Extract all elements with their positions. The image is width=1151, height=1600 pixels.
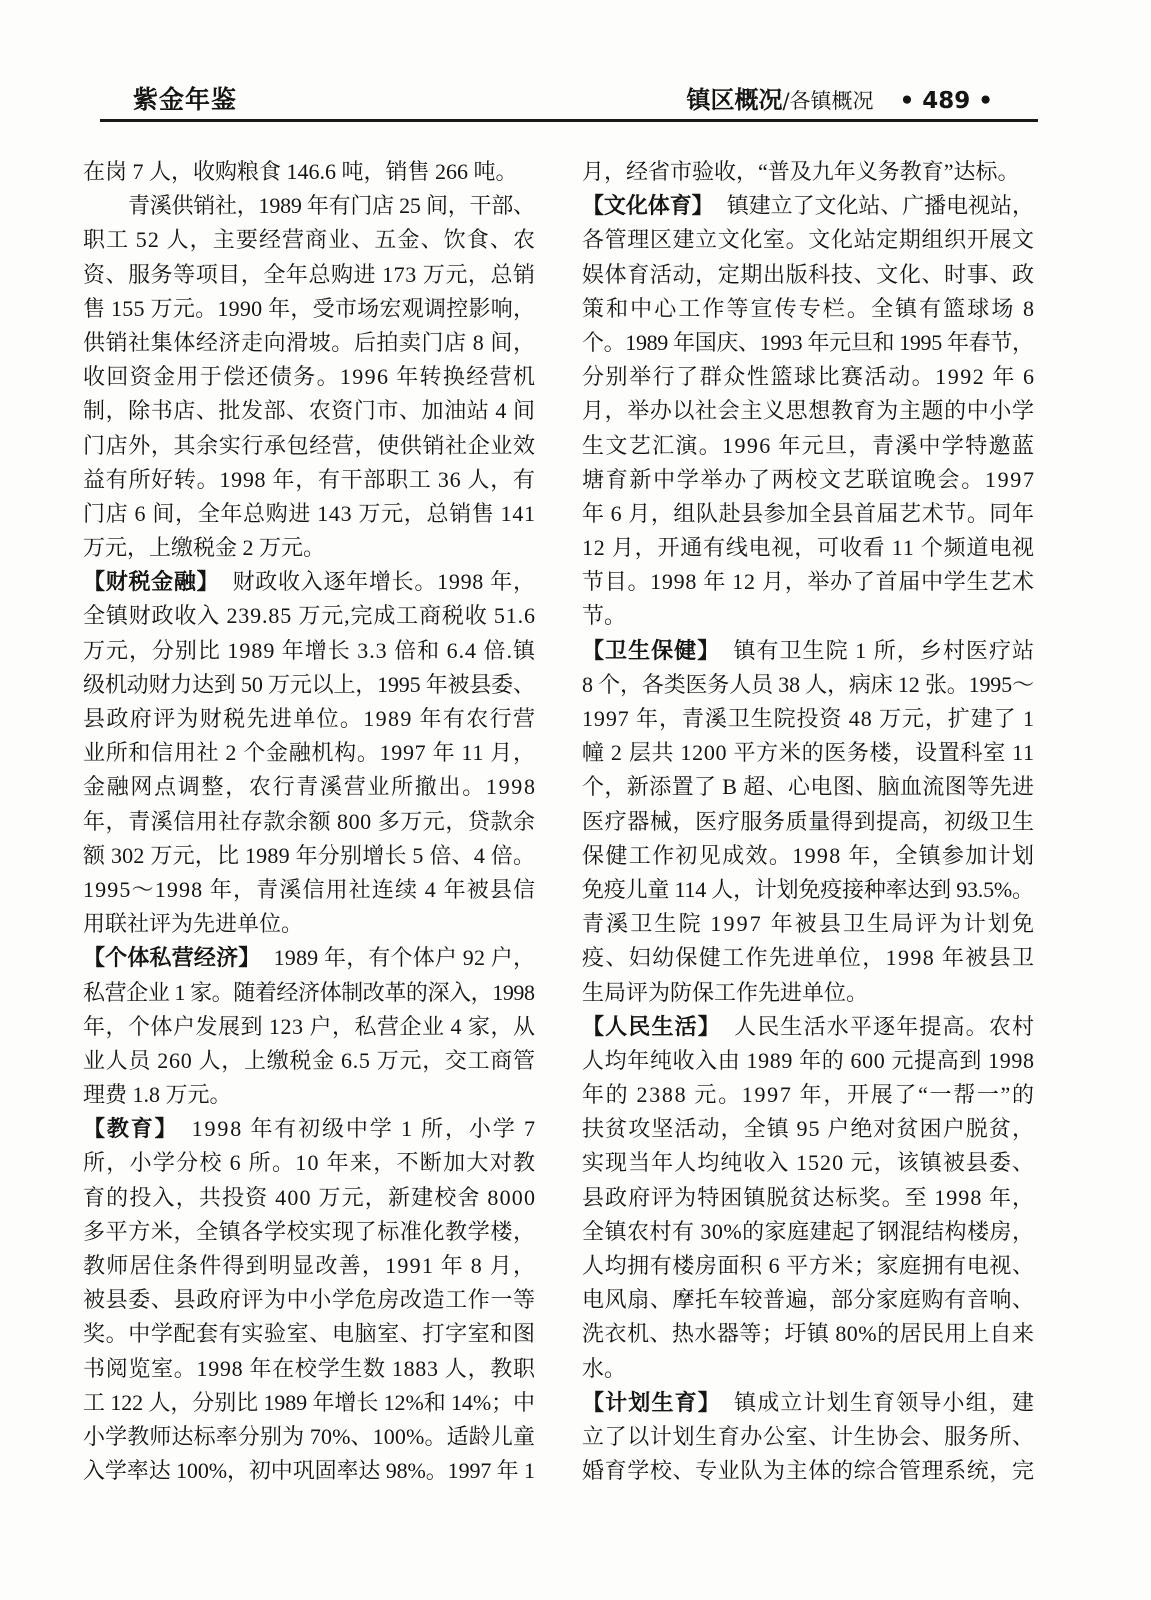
line-text: 私营企业 1 家。随着经济体制改革的深入，1998 <box>83 979 535 1005</box>
line-text: 被县委、县政府评为中小学危房改造工作一等 <box>83 1287 536 1313</box>
line-content <box>83 805 536 839</box>
line-text: 立了以计划生育办公室、计生协会、服务所、 <box>582 1423 1035 1449</box>
line-content <box>582 429 1035 463</box>
line-content <box>582 565 1035 599</box>
line-text: 理费 1.8 万元。 <box>83 1082 232 1108</box>
text-line <box>582 736 1034 770</box>
line-text: 工 122 人，分别比 1989 年增长 12%和 14%；中 <box>83 1389 535 1415</box>
text-line <box>582 429 1034 463</box>
line-content <box>83 258 536 292</box>
line-content <box>582 1454 1035 1488</box>
line-content <box>582 1249 1035 1283</box>
line-content <box>83 668 535 702</box>
text-line <box>582 1386 1034 1420</box>
line-content <box>83 1317 536 1351</box>
text-line <box>83 326 535 360</box>
text-line <box>582 873 1034 907</box>
line-content <box>582 497 1035 531</box>
line-content <box>83 531 325 565</box>
line-content <box>83 1078 232 1112</box>
line-content <box>582 599 626 633</box>
line-text: 书阅览室。1998 年在校学生数 1883 人，教职 <box>83 1355 536 1381</box>
text-line <box>582 907 1037 941</box>
text-line <box>83 497 535 531</box>
line-text: 镇有卫生院 1 所，乡村医疗站 <box>733 637 1036 663</box>
text-line <box>582 258 1034 292</box>
line-content <box>582 805 1035 839</box>
line-content <box>83 1010 536 1044</box>
line-text: 扶贫攻坚活动，全镇 95 户绝对贫困户脱贫， <box>582 1116 1036 1142</box>
line-content <box>83 907 303 941</box>
line-text: 用联社评为先进单位。 <box>83 911 304 937</box>
section-heading: 【个体私营经济】 <box>83 946 261 972</box>
line-content <box>582 223 1035 257</box>
line-content <box>582 1215 1034 1249</box>
line-content <box>83 976 535 1010</box>
section-title: 镇区概况 <box>686 86 783 114</box>
line-text: 年 6 月，组队赴县参加全县首届艺术节。同年 <box>582 500 1035 526</box>
line-text: 入学率达 100%，初中巩固率达 98%。1997 年 1 <box>83 1458 535 1484</box>
line-text: 个。1989 年国庆、1993 年元旦和 1995 年春节， <box>582 329 1034 355</box>
line-content <box>128 189 535 223</box>
line-content <box>83 497 536 531</box>
text-line <box>582 1420 1034 1454</box>
text-line <box>83 839 535 873</box>
line-text: 月，举办以社会主义思想教育为主题的中小学 <box>582 398 1035 424</box>
line-content <box>83 1146 536 1180</box>
line-content <box>582 1352 626 1386</box>
line-text: 人均拥有楼房面积 6 平方米；家庭拥有电视、 <box>582 1253 1035 1278</box>
line-text: 门店外，其余实行承包经营，使供销社企业效 <box>83 432 536 458</box>
line-text: 电风扇、摩托车较普遍，部分家庭购有音响、 <box>582 1287 1035 1313</box>
line-content <box>582 976 868 1010</box>
line-content <box>83 702 536 736</box>
line-text: 婚育学校、专业队为主体的综合管理系统，完 <box>582 1458 1035 1484</box>
line-content <box>582 907 1036 941</box>
line-content <box>83 1249 536 1283</box>
line-content <box>83 429 536 463</box>
text-line <box>582 1215 1034 1249</box>
line-text: 收回资金用于偿还债务。1996 年转换经营机 <box>83 364 537 390</box>
text-line <box>582 770 1034 804</box>
line-text: 年，个体户发展到 123 户，私营企业 4 家，从 <box>83 1013 536 1039</box>
subsection-title: /各镇概况 <box>782 89 874 113</box>
line-content <box>83 873 536 907</box>
running-header <box>686 85 993 116</box>
text-line <box>83 189 535 223</box>
line-text: 门店 6 间，全年总购进 143 万元，总销售 141 <box>83 500 536 526</box>
line-text: 人均年纯收入由 1989 年的 600 元提高到 1998 <box>582 1047 1035 1073</box>
text-line <box>582 497 1034 531</box>
line-text: 12 月，开通有线电视，可收看 11 个频道电视 <box>582 535 1035 561</box>
text-line <box>83 1386 535 1420</box>
line-text: 县政府评为财税先进单位。1989 年有农行营 <box>83 706 537 731</box>
line-content <box>582 1112 1035 1146</box>
text-line <box>83 1283 535 1317</box>
text-line <box>83 1010 535 1044</box>
line-text: 在岗 7 人，收购粮食 146.6 吨，销售 266 吨。 <box>83 159 518 184</box>
text-line <box>83 223 535 257</box>
section-paragraph <box>582 1386 1034 1489</box>
line-content <box>83 1044 536 1078</box>
line-content <box>83 1181 536 1215</box>
line-content <box>582 1078 1036 1112</box>
section-paragraph <box>582 1010 1034 1386</box>
line-text: 小学教师达标率分别为 70%、100%。适龄儿童 <box>83 1423 536 1449</box>
line-content <box>83 770 537 804</box>
text-line <box>83 941 535 975</box>
text-line <box>582 292 1037 326</box>
line-text: 镇成立计划生育领导小组，建 <box>734 1389 1036 1415</box>
text-line <box>83 1317 535 1351</box>
text-line <box>582 1112 1034 1146</box>
line-content <box>83 292 535 326</box>
line-content <box>582 1420 1035 1454</box>
line-text: 1995～1998 年，青溪信用社连续 4 年被县信 <box>83 876 537 902</box>
left-column <box>83 155 535 1488</box>
line-content <box>582 736 1035 770</box>
line-text: 幢 2 层共 1200 平方米的医务楼，设置科室 11 <box>582 740 1035 766</box>
text-line <box>83 258 535 292</box>
paragraph <box>83 155 535 189</box>
line-content <box>582 634 1035 669</box>
line-text: 万元，分别比 1989 年增长 3.3 倍和 6.4 倍.镇 <box>83 637 536 663</box>
text-line <box>83 1044 535 1078</box>
page-number: • 489 • <box>899 88 993 114</box>
line-content <box>83 599 536 633</box>
line-text: 所，小学分校 6 所。10 年来，不断加大对教 <box>83 1150 537 1176</box>
section-heading: 【人民生活】 <box>582 1014 721 1040</box>
line-content <box>83 1112 537 1147</box>
text-line <box>83 292 535 326</box>
line-content <box>582 326 1034 360</box>
text-line <box>83 907 535 941</box>
line-text: 节目。1998 年 12 月，举办了首届中学生艺术 <box>582 569 1035 595</box>
text-line <box>582 1317 1034 1351</box>
paragraph <box>83 189 535 565</box>
text-line <box>83 599 535 633</box>
line-content <box>83 565 536 600</box>
section-paragraph <box>582 634 1037 1010</box>
line-text: 1998 年有初级中学 1 所，小学 7 <box>191 1116 537 1142</box>
line-text: 保健工作初见成效。1998 年，全镇参加计划 <box>582 842 1036 868</box>
line-text: 1997 年，青溪卫生院投资 48 万元，扩建了 1 <box>582 706 1035 731</box>
line-content <box>83 1215 536 1249</box>
text-line <box>582 1044 1034 1078</box>
text-line <box>582 360 1034 394</box>
text-line <box>582 1146 1034 1180</box>
line-content <box>83 941 535 976</box>
text-line <box>582 668 1034 702</box>
text-line <box>582 463 1034 497</box>
text-line <box>83 429 535 463</box>
text-line <box>83 1146 535 1180</box>
line-content <box>582 1181 1035 1215</box>
line-text: 奖。中学配套有实验室、电脑室、打字室和图 <box>83 1321 536 1347</box>
line-text: 免疫儿童 114 人，计划免疫接种率达到 93.5%。 <box>582 876 1034 902</box>
line-text: 生文艺汇演。1996 年元旦，青溪中学特邀蓝 <box>582 432 1036 458</box>
line-content <box>582 360 1036 394</box>
text-line <box>582 1249 1034 1283</box>
line-content <box>582 1386 1035 1421</box>
text-line <box>83 668 535 702</box>
section-paragraph <box>83 941 535 1112</box>
book-title: 紫金年鉴 <box>133 85 238 114</box>
line-text: 节。 <box>582 603 627 629</box>
line-text: 年的 2388 元。1997 年，开展了“一帮一”的 <box>582 1082 1036 1108</box>
line-text: 年，青溪信用社存款余额 800 多万元，贷款余 <box>83 808 536 834</box>
section-paragraph <box>582 189 1037 633</box>
line-text: 制，除书店、批发部、农资门市、加油站 4 间 <box>83 398 536 424</box>
section-heading: 【卫生保健】 <box>582 638 721 664</box>
section-paragraph <box>83 565 535 941</box>
line-text: 业所和信用社 2 个金融机构。1997 年 11 月， <box>83 740 536 766</box>
text-line <box>582 702 1034 736</box>
text-line <box>582 223 1034 257</box>
line-text: 1989 年，有个体户 92 户， <box>273 945 536 971</box>
line-content <box>582 1317 1034 1351</box>
text-line <box>582 634 1034 668</box>
text-line <box>83 805 535 839</box>
line-content <box>582 189 1034 224</box>
line-content <box>582 839 1035 873</box>
line-text: 级机动财力达到 50 万元以上，1995 年被县委、 <box>83 671 535 697</box>
text-line <box>83 702 535 736</box>
line-content <box>582 292 1036 326</box>
text-line <box>582 1352 1034 1386</box>
line-content <box>582 873 1034 907</box>
text-line <box>83 565 535 599</box>
text-line <box>83 770 535 804</box>
line-text: 教师居住条件得到明显改善，1991 年 8 月， <box>83 1253 537 1278</box>
line-text: 策和中心工作等宣传专栏。全镇有篮球场 8 <box>582 295 1037 321</box>
text-line <box>582 326 1034 360</box>
line-text: 资、服务等项目，全年总购进 173 万元，总销 <box>83 261 536 287</box>
line-content <box>582 770 1034 804</box>
line-text: 多平方米，全镇各学校实现了标准化教学楼， <box>83 1218 536 1244</box>
text-line <box>83 463 535 497</box>
line-content <box>83 1386 535 1420</box>
line-content <box>582 463 1036 497</box>
line-text: 个，新添置了 B 超、心电图、脑血流图等先进 <box>582 774 1035 800</box>
line-text: 医疗器械，医疗服务质量得到提高，初级卫生 <box>582 808 1035 834</box>
line-content <box>582 531 1035 565</box>
text-line <box>83 1249 535 1283</box>
text-line <box>582 189 1034 223</box>
line-content <box>83 360 536 394</box>
line-text: 职工 52 人，主要经营商业、五金、饮食、农 <box>83 227 537 253</box>
text-line <box>83 1078 535 1112</box>
text-line <box>582 155 1034 189</box>
text-line <box>582 1010 1034 1044</box>
paragraph <box>582 155 1034 189</box>
line-text: 青溪供销社，1989 年有门店 25 间，干部、 <box>128 193 535 219</box>
text-line <box>582 599 1034 633</box>
text-line <box>83 736 535 770</box>
line-text: 各管理区建立文化室。文化站定期组织开展文 <box>582 227 1035 253</box>
right-column <box>582 155 1037 1488</box>
line-content <box>582 155 1020 189</box>
line-text: 月，经省市验收，“普及九年义务教育”达标。 <box>582 159 1020 184</box>
line-text: 娱体育活动，定期出版科技、文化、时事、政 <box>582 261 1035 287</box>
line-content <box>582 1044 1035 1078</box>
text-line <box>582 1454 1034 1488</box>
text-line <box>582 1078 1034 1112</box>
text-line <box>83 1215 535 1249</box>
line-text: 全镇农村有 30%的家庭建起了钢混结构楼房， <box>582 1218 1035 1244</box>
text-line <box>83 1420 535 1454</box>
line-content <box>582 702 1035 736</box>
line-content <box>582 941 1035 975</box>
line-text: 疫、妇幼保健工作先进单位，1998 年被县卫 <box>582 945 1036 971</box>
line-content <box>83 326 536 360</box>
text-line <box>582 394 1034 428</box>
line-content <box>582 394 1035 428</box>
line-text: 人民生活水平逐年提高。农村 <box>734 1013 1036 1039</box>
header-rule <box>100 119 1038 122</box>
line-text: 生局评为防保工作先进单位。 <box>582 979 869 1005</box>
text-line <box>582 565 1034 599</box>
text-line <box>582 805 1034 839</box>
line-content <box>83 463 536 497</box>
line-text: 塘育新中学举办了两校文艺联谊晚会。1997 <box>582 466 1036 492</box>
line-text: 洗衣机、热水器等；圩镇 80%的居民用上自来 <box>582 1321 1035 1347</box>
text-line <box>83 976 535 1010</box>
section-heading: 【计划生育】 <box>582 1390 721 1416</box>
line-text: 育的投入，共投资 400 万元，新建校舍 8000 <box>83 1184 537 1210</box>
line-content <box>83 634 536 668</box>
line-content <box>582 668 1034 702</box>
text-line <box>83 1454 535 1488</box>
line-content <box>582 258 1035 292</box>
text-line <box>582 1283 1034 1317</box>
line-content <box>582 1283 1035 1317</box>
line-content <box>83 1454 535 1488</box>
line-content <box>83 839 535 873</box>
line-content <box>83 155 518 189</box>
line-text: 镇建立了文化站、广播电视站， <box>726 193 1034 219</box>
section-heading: 【财税金融】 <box>83 570 220 596</box>
line-text: 业人员 260 人，上缴税金 6.5 万元，交工商管 <box>83 1047 536 1073</box>
line-text: 全镇财政收入 239.85 万元,完成工商税收 51.6 <box>83 603 536 629</box>
line-text: 金融网点调整，农行青溪营业所撤出。1998 <box>83 774 537 800</box>
line-text: 8 个，各类医务人员 38 人，病床 12 张。1995～ <box>582 671 1034 697</box>
text-line <box>83 360 535 394</box>
line-text: 实现当年人均纯收入 1520 元，该镇被县委、 <box>582 1150 1036 1176</box>
text-line <box>83 634 535 668</box>
text-line <box>83 1352 535 1386</box>
line-text: 万元，上缴税金 2 万元。 <box>83 535 326 561</box>
text-line <box>83 873 535 907</box>
text-line <box>582 976 1034 1010</box>
line-text: 青溪卫生院 1997 年被县卫生局评为计划免 <box>582 911 1037 937</box>
line-content <box>83 1283 536 1317</box>
text-line <box>83 1181 535 1215</box>
text-line <box>582 941 1034 975</box>
line-text: 分别举行了群众性篮球比赛活动。1992 年 6 <box>582 364 1036 390</box>
section-heading: 【教育】 <box>83 1117 179 1143</box>
line-content <box>83 1352 536 1386</box>
text-line <box>582 531 1034 565</box>
text-line <box>83 394 535 428</box>
line-content <box>83 223 536 257</box>
line-text: 益有所好转。1998 年，有干部职工 36 人，有 <box>83 466 536 492</box>
line-text: 县政府评为特困镇脱贫达标奖。至 1998 年， <box>582 1184 1036 1210</box>
section-heading: 【文化体育】 <box>582 194 714 220</box>
line-content <box>582 1010 1035 1045</box>
line-text: 财政收入逐年增长。1998 年， <box>232 569 536 595</box>
line-content <box>83 394 536 428</box>
line-text: 供销社集体经济走向滑坡。后拍卖门店 8 间， <box>83 329 536 355</box>
line-content <box>83 1420 535 1454</box>
line-content <box>582 1146 1035 1180</box>
line-text: 售 155 万元。1990 年，受市场宏观调控影响， <box>83 295 536 321</box>
text-line <box>582 1181 1034 1215</box>
line-content <box>83 736 536 770</box>
line-text: 额 302 万元，比 1989 年分别增长 5 倍、4 倍。 <box>83 842 536 868</box>
section-paragraph <box>83 1112 535 1488</box>
line-text: 水。 <box>582 1355 627 1381</box>
text-line <box>83 531 535 565</box>
text-line <box>582 839 1034 873</box>
text-line <box>83 1112 535 1146</box>
text-line <box>83 155 535 189</box>
